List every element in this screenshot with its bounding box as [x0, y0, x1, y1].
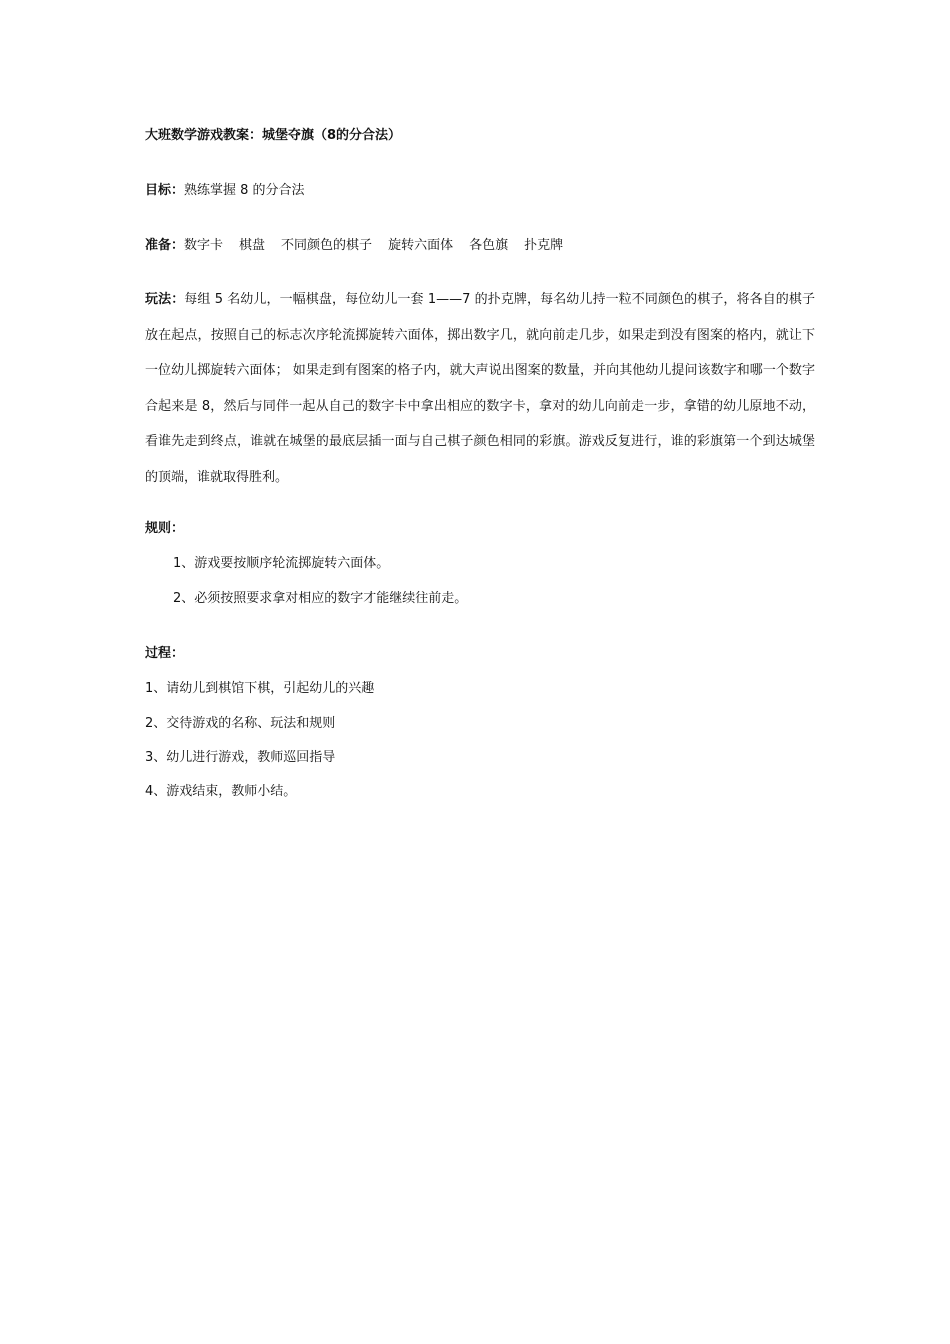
prep-line	[145, 237, 563, 255]
play-text: 每组 5 名幼儿，一幅棋盘，每位幼儿一套 1——7 的扑克牌，每名幼儿持一粒不同颜色的棋子，将各自的棋子放在起点，按照自己的标志次序轮流掷旋转六面体，掷出数字几，就向前走几步，如果走到没有图案的格内，就让下一位幼儿掷旋转六面体； 如果走到有图案的格子内，就大声说出图案的数量，并向其他幼儿提问该数字和哪一个数字合起来是 8，然后与同伴一起从自己的数字卡中拿出相应的数字卡，拿对的幼儿向前走一步，拿错的幼儿原地不动，看谁先走到终点，谁就在城堡的最底层插一面与自己棋子颜色相同的彩旗。游戏反复进行，谁的彩旗第一个到达城堡的顶端，谁就取得胜利。	[145, 292, 815, 485]
document-title: 大班数学游戏教案：城堡夺旗（8的分合法）	[145, 128, 402, 143]
goal-line	[145, 182, 305, 200]
prep-item: 扑克牌	[524, 238, 564, 253]
process-item: 1、请幼儿到棋馆下棋，引起幼儿的兴趣	[145, 681, 375, 696]
process-item: 4、游戏结束，教师小结。	[145, 784, 297, 799]
prep-item: 不同颜色的棋子	[281, 238, 373, 253]
prep-label: 准备：	[145, 238, 185, 253]
process-item: 2、交待游戏的名称、玩法和规则	[145, 716, 336, 731]
play-label: 玩法：	[145, 292, 185, 307]
rule-item: 1、游戏要按顺序轮流掷旋转六面体。	[173, 556, 390, 571]
process-item: 3、幼儿进行游戏，教师巡回指导	[145, 750, 336, 765]
rules-label: 规则：	[145, 521, 185, 536]
rule-item: 2、必须按照要求拿对相应的数字才能继续往前走。	[173, 591, 468, 606]
prep-item: 各色旗	[469, 238, 509, 253]
prep-item: 棋盘	[239, 238, 266, 253]
play-paragraph	[145, 282, 815, 495]
prep-item: 旋转六面体	[388, 238, 454, 253]
goal-text: 熟练掌握 8 的分合法	[184, 183, 305, 198]
process-label: 过程：	[145, 646, 185, 661]
goal-label: 目标：	[145, 183, 185, 198]
prep-item: 数字卡	[184, 238, 224, 253]
